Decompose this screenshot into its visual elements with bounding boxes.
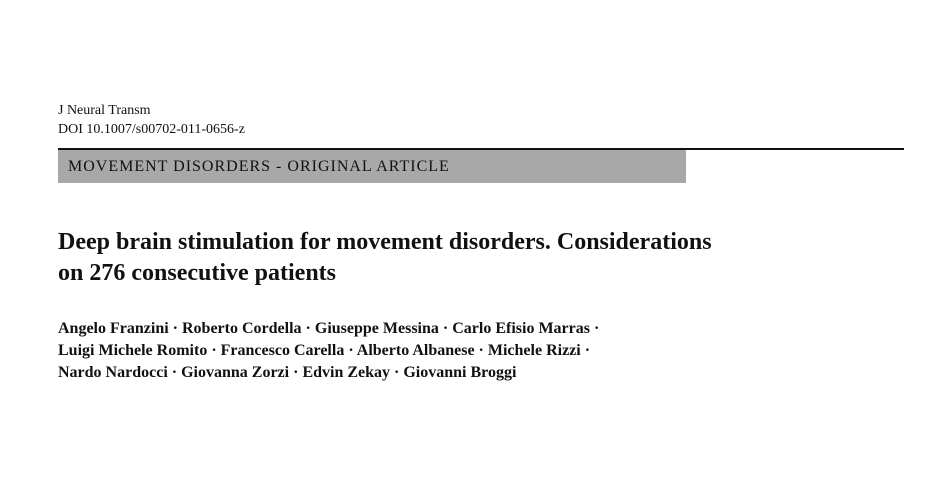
author-list <box>58 318 858 384</box>
section-label: MOVEMENT DISORDERS - ORIGINAL ARTICLE <box>68 158 450 175</box>
authors-line-2: Luigi Michele Romito · Francesco Carella · Alberto Albanese · Michele Rizzi · <box>58 342 591 359</box>
authors-line-1: Angelo Franzini · Roberto Cordella · Giuseppe Messina · Carlo Efisio Marras · <box>58 320 600 337</box>
title-line-2: on 276 consecutive patients <box>58 260 336 286</box>
authors-line-3: Nardo Nardocci · Giovanna Zorzi · Edvin Zekay · Giovanni Broggi <box>58 364 517 381</box>
journal-name: J Neural Transm <box>58 103 151 118</box>
journal-info <box>58 101 245 139</box>
article-title <box>58 227 858 289</box>
section-bar <box>58 150 686 183</box>
doi-text: DOI 10.1007/s00702-011-0656-z <box>58 122 245 137</box>
title-line-1: Deep brain stimulation for movement disorders. Considerations <box>58 229 712 255</box>
